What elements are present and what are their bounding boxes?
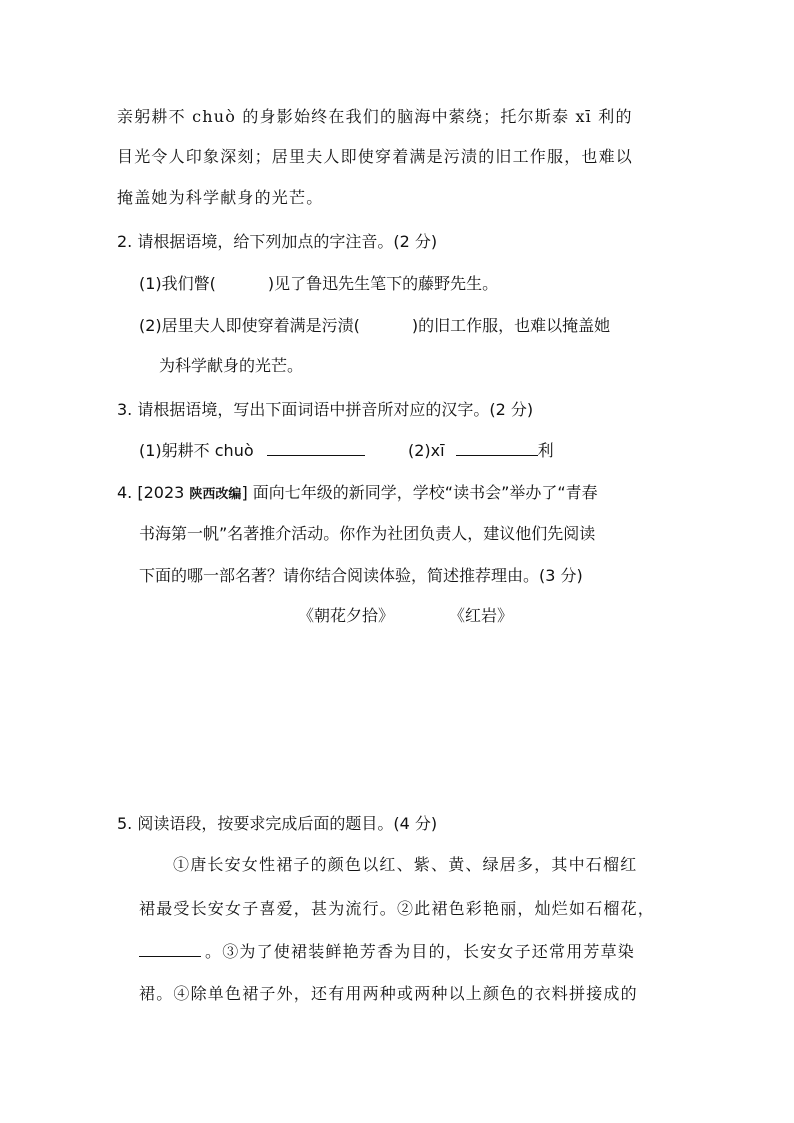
q4-line-1-rest: 面向七年级的新同学，学校“读书会”举办了“青春 <box>252 483 598 502</box>
q2-item-2-pre: (2)居里夫人即使穿着满是污渍( <box>139 316 360 335</box>
q4-book-1: 《朝花夕拾》 <box>298 606 395 625</box>
q5-paragraph-line-4: 裙。④除单色裙子外，还有用两种或两种以上颜色的衣料拼接成的 <box>139 984 638 1003</box>
q3-title: 3. 请根据语境，写出下面词语中拼音所对应的汉字。(2 分) <box>117 400 534 419</box>
q2-item-1-pre: (1)我们瞥( <box>139 274 216 293</box>
q5-paragraph-line-1: ①唐长安女性裙子的颜色以红、紫、黄、绿居多，其中石榴红 <box>173 855 638 874</box>
q2-item-2-post: )的旧工作服，也难以掩盖她 <box>411 316 611 335</box>
passage-line-2: 目光令人印象深刻；居里夫人即使穿着满是污渍的旧工作服，也难以 <box>117 147 634 166</box>
q4-line-3: 下面的哪一部名著？请你结合阅读体验，简述推荐理由。(3 分) <box>139 566 583 585</box>
q3-item-1-text: (1)躬耕不 chuò <box>139 441 254 460</box>
passage-line-1: 亲躬耕不 chuò 的身影始终在我们的脑海中萦绕；托尔斯泰 xī 利的 <box>117 107 633 126</box>
q5-title: 5. 阅读语段，按要求完成后面的题目。(4 分) <box>117 814 438 833</box>
q4-line-1 <box>117 483 598 505</box>
q5-paragraph-line-3-text: 。③为了使裙装鲜艳芳香为目的，长安女子还常用芳草染 <box>205 942 636 961</box>
q5-paragraph-line-3 <box>139 942 635 962</box>
q4-line-2: 书海第一帆”名著推介活动。你作为社团负责人，建议他们先阅读 <box>139 524 596 543</box>
q4-book-2: 《红岩》 <box>449 606 514 625</box>
q5-paragraph-line-2: 裙最受长安女子喜爱，甚为流行。②此裙色彩艳丽，灿烂如石榴花， <box>139 899 656 918</box>
q2-title: 2. 请根据语境，给下列加点的字注音。(2 分) <box>117 232 438 251</box>
passage-line-3: 掩盖她为科学献身的光芒。 <box>117 188 324 207</box>
q3-answer-blank-2[interactable] <box>456 441 538 456</box>
q3-item-2 <box>408 441 554 461</box>
q2-item-2 <box>139 316 610 336</box>
q5-answer-blank[interactable] <box>139 942 201 957</box>
q4-source-open: [2023 <box>137 483 185 502</box>
q4-source-tag: 陕西改编 <box>189 487 242 502</box>
q3-item-2-post: 利 <box>537 441 554 460</box>
q4-number: 4. <box>117 483 133 502</box>
q3-item-2-pre: (2)xī <box>408 441 445 460</box>
q4-source <box>137 483 247 502</box>
q2-item-2-cont: 为科学献身的光芒。 <box>159 356 304 375</box>
q3-item-1 <box>139 441 365 461</box>
q2-item-1-post: )见了鲁迅先生笔下的藤野先生。 <box>267 274 499 293</box>
q3-answer-blank-1[interactable] <box>267 441 365 456</box>
q4-source-close: ] <box>241 483 248 502</box>
q2-item-1 <box>139 274 498 294</box>
